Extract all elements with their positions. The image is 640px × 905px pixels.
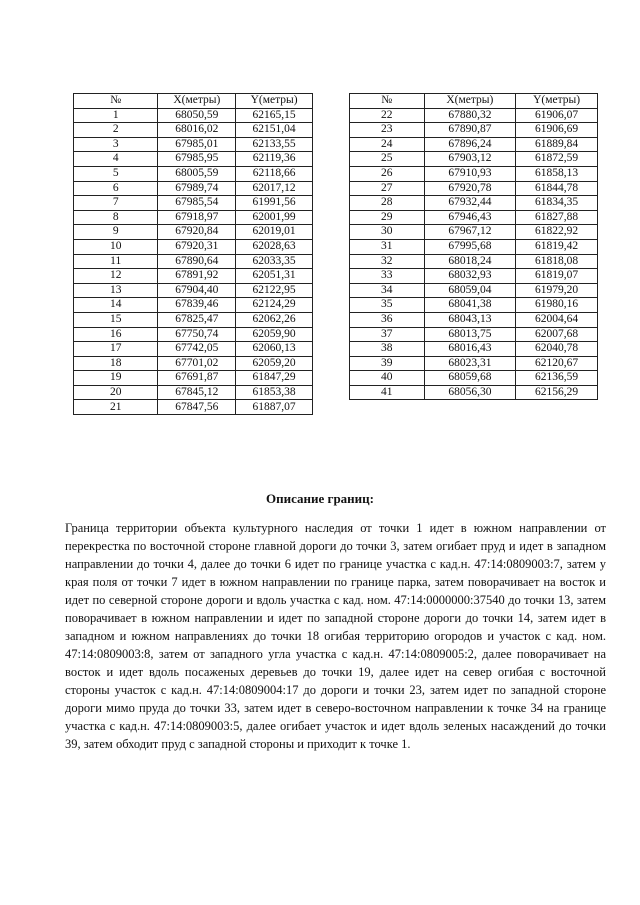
coord-y: 62019,01 bbox=[236, 225, 313, 240]
point-number: 28 bbox=[350, 196, 425, 211]
coord-x: 67890,87 bbox=[424, 123, 516, 138]
coord-x: 67989,74 bbox=[158, 181, 236, 196]
coord-x: 67985,95 bbox=[158, 152, 236, 167]
coord-y: 62136,59 bbox=[516, 371, 598, 386]
coord-x: 67839,46 bbox=[158, 298, 236, 313]
header-x: X(метры) bbox=[158, 94, 236, 109]
point-number: 10 bbox=[74, 239, 158, 254]
coordinates-table-left bbox=[73, 93, 313, 415]
point-number: 8 bbox=[74, 210, 158, 225]
coord-x: 67847,56 bbox=[158, 400, 236, 415]
table-header-row bbox=[74, 94, 313, 109]
coord-y: 62007,68 bbox=[516, 327, 598, 342]
coord-x: 67920,31 bbox=[158, 239, 236, 254]
table-row bbox=[74, 181, 313, 196]
point-number: 14 bbox=[74, 298, 158, 313]
point-number: 32 bbox=[350, 254, 425, 269]
table-header-row bbox=[350, 94, 598, 109]
coord-y: 62156,29 bbox=[516, 385, 598, 400]
coord-y: 61834,35 bbox=[516, 196, 598, 211]
coord-x: 67701,02 bbox=[158, 356, 236, 371]
table-row bbox=[350, 327, 598, 342]
coord-y: 61906,69 bbox=[516, 123, 598, 138]
coord-y: 62119,36 bbox=[236, 152, 313, 167]
coord-y: 62028,63 bbox=[236, 239, 313, 254]
table-row bbox=[74, 239, 313, 254]
coord-y: 61818,08 bbox=[516, 254, 598, 269]
point-number: 37 bbox=[350, 327, 425, 342]
coord-x: 67750,74 bbox=[158, 327, 236, 342]
point-number: 4 bbox=[74, 152, 158, 167]
header-number: № bbox=[74, 94, 158, 109]
coord-x: 68016,02 bbox=[158, 123, 236, 138]
point-number: 35 bbox=[350, 298, 425, 313]
coord-y: 62122,95 bbox=[236, 283, 313, 298]
table-row bbox=[74, 400, 313, 415]
table-row bbox=[74, 108, 313, 123]
coord-y: 62051,31 bbox=[236, 269, 313, 284]
table-row bbox=[350, 342, 598, 357]
point-number: 16 bbox=[74, 327, 158, 342]
table-row bbox=[74, 210, 313, 225]
point-number: 23 bbox=[350, 123, 425, 138]
description-title: Описание границ: bbox=[266, 491, 374, 506]
coord-y: 61827,88 bbox=[516, 210, 598, 225]
coord-y: 61872,59 bbox=[516, 152, 598, 167]
coord-x: 67920,78 bbox=[424, 181, 516, 196]
table-row bbox=[74, 356, 313, 371]
point-number: 12 bbox=[74, 269, 158, 284]
point-number: 31 bbox=[350, 239, 425, 254]
table-row bbox=[350, 196, 598, 211]
table-row bbox=[74, 123, 313, 138]
point-number: 1 bbox=[74, 108, 158, 123]
coord-y: 62133,55 bbox=[236, 137, 313, 152]
coord-y: 61847,29 bbox=[236, 371, 313, 386]
coord-x: 67985,54 bbox=[158, 196, 236, 211]
coordinates-table-right bbox=[349, 93, 598, 400]
header-y: Y(метры) bbox=[516, 94, 598, 109]
table-row bbox=[74, 283, 313, 298]
table-row bbox=[74, 225, 313, 240]
coord-x: 67880,32 bbox=[424, 108, 516, 123]
coord-x: 68056,30 bbox=[424, 385, 516, 400]
coord-y: 61991,56 bbox=[236, 196, 313, 211]
coord-y: 62004,64 bbox=[516, 312, 598, 327]
table-row bbox=[74, 254, 313, 269]
coord-y: 61979,20 bbox=[516, 283, 598, 298]
point-number: 33 bbox=[350, 269, 425, 284]
header-x: X(метры) bbox=[424, 94, 516, 109]
table-row bbox=[350, 385, 598, 400]
table-row bbox=[74, 327, 313, 342]
table-row bbox=[350, 210, 598, 225]
coord-y: 61844,78 bbox=[516, 181, 598, 196]
table-row bbox=[350, 225, 598, 240]
point-number: 11 bbox=[74, 254, 158, 269]
table-row bbox=[350, 166, 598, 181]
description-text: Граница территории объекта культурного наследия от точки 1 идет в южном направлении от перекрестка по восточной стороне главной дороги до точки 3, затем огибает пруд и идет в западном направлении до точки 4, далее до точки 6 идет по границе участка с кад.н. 47:14:0809003:7, затем у края поля от точки 7 идет в южном направлении по границе парка, затем поворачивает на восток и идет по северной стороне дороги и вдоль участка с кад. ном. 47:14:0000000:37540 до точки 13, затем поворачивает в южном направлении и идет по западной стороне дороги до точки 14, затем идет в западном и южном направлениях до точки 18 огибая территорию огородов и участок с кад. ном. 47:14:0809003:8, затем от западного угла участка с кад.н. 47:14:0809005:2, далее поворачивает на восток и идет вдоль посаженых деревьев до точки 19, далее идет на север огибая с восточной стороны участок с кад.н. 47:14:0809004:17 до дороги и точки 23, затем идет по западной стороне дороги мимо пруда до точки 33, затем идет в северо-восточном направлении к точке 34 на границе участка с кад.н. 47:14:0809003:5, далее огибает участок и идет вдоль зеленых насаждений до точки 39, затем обходит пруд с западной стороны и приходит к точке 1. bbox=[65, 521, 606, 751]
coord-y: 62040,78 bbox=[516, 342, 598, 357]
point-number: 18 bbox=[74, 356, 158, 371]
point-number: 21 bbox=[74, 400, 158, 415]
table-row bbox=[74, 269, 313, 284]
coord-x: 67946,43 bbox=[424, 210, 516, 225]
point-number: 40 bbox=[350, 371, 425, 386]
coord-x: 68013,75 bbox=[424, 327, 516, 342]
point-number: 7 bbox=[74, 196, 158, 211]
coord-y: 61906,07 bbox=[516, 108, 598, 123]
coord-y: 62124,29 bbox=[236, 298, 313, 313]
table-row bbox=[74, 166, 313, 181]
coord-x: 67825,47 bbox=[158, 312, 236, 327]
point-number: 9 bbox=[74, 225, 158, 240]
table-row bbox=[350, 152, 598, 167]
point-number: 29 bbox=[350, 210, 425, 225]
coord-x: 67932,44 bbox=[424, 196, 516, 211]
coord-y: 61819,42 bbox=[516, 239, 598, 254]
table-row bbox=[74, 298, 313, 313]
point-number: 39 bbox=[350, 356, 425, 371]
coord-x: 68023,31 bbox=[424, 356, 516, 371]
table-row bbox=[350, 356, 598, 371]
table-row bbox=[74, 152, 313, 167]
table-row bbox=[350, 239, 598, 254]
coord-y: 61887,07 bbox=[236, 400, 313, 415]
coord-y: 62033,35 bbox=[236, 254, 313, 269]
coord-x: 67910,93 bbox=[424, 166, 516, 181]
coord-x: 68005,59 bbox=[158, 166, 236, 181]
point-number: 25 bbox=[350, 152, 425, 167]
coord-x: 68041,38 bbox=[424, 298, 516, 313]
coord-x: 67920,84 bbox=[158, 225, 236, 240]
table-row bbox=[350, 123, 598, 138]
coord-y: 61853,38 bbox=[236, 385, 313, 400]
coord-x: 67896,24 bbox=[424, 137, 516, 152]
table-row bbox=[74, 371, 313, 386]
table-row bbox=[350, 254, 598, 269]
table-row bbox=[350, 312, 598, 327]
coord-x: 67995,68 bbox=[424, 239, 516, 254]
table-row bbox=[350, 108, 598, 123]
point-number: 38 bbox=[350, 342, 425, 357]
coord-x: 67890,64 bbox=[158, 254, 236, 269]
point-number: 24 bbox=[350, 137, 425, 152]
coord-y: 61889,84 bbox=[516, 137, 598, 152]
table-row bbox=[74, 196, 313, 211]
table-row bbox=[74, 342, 313, 357]
point-number: 15 bbox=[74, 312, 158, 327]
coord-y: 62151,04 bbox=[236, 123, 313, 138]
coord-y: 62120,67 bbox=[516, 356, 598, 371]
coord-x: 67918,97 bbox=[158, 210, 236, 225]
coord-x: 67985,01 bbox=[158, 137, 236, 152]
coord-y: 62059,20 bbox=[236, 356, 313, 371]
coord-y: 62062,26 bbox=[236, 312, 313, 327]
point-number: 26 bbox=[350, 166, 425, 181]
coord-y: 61858,13 bbox=[516, 166, 598, 181]
point-number: 34 bbox=[350, 283, 425, 298]
coord-y: 61819,07 bbox=[516, 269, 598, 284]
coord-y: 62165,15 bbox=[236, 108, 313, 123]
coord-x: 68043,13 bbox=[424, 312, 516, 327]
point-number: 3 bbox=[74, 137, 158, 152]
point-number: 2 bbox=[74, 123, 158, 138]
coord-x: 68032,93 bbox=[424, 269, 516, 284]
coord-x: 68016,43 bbox=[424, 342, 516, 357]
coord-y: 62059,90 bbox=[236, 327, 313, 342]
coord-x: 67691,87 bbox=[158, 371, 236, 386]
coord-y: 61822,92 bbox=[516, 225, 598, 240]
coord-x: 68050,59 bbox=[158, 108, 236, 123]
coord-y: 62060,13 bbox=[236, 342, 313, 357]
table-row bbox=[350, 283, 598, 298]
table-row bbox=[350, 298, 598, 313]
table-row bbox=[74, 385, 313, 400]
coord-x: 67845,12 bbox=[158, 385, 236, 400]
table-row bbox=[74, 137, 313, 152]
coord-y: 61980,16 bbox=[516, 298, 598, 313]
coord-x: 68018,24 bbox=[424, 254, 516, 269]
point-number: 19 bbox=[74, 371, 158, 386]
point-number: 5 bbox=[74, 166, 158, 181]
point-number: 36 bbox=[350, 312, 425, 327]
header-number: № bbox=[350, 94, 425, 109]
coord-x: 67904,40 bbox=[158, 283, 236, 298]
coord-y: 62118,66 bbox=[236, 166, 313, 181]
table-row bbox=[350, 371, 598, 386]
point-number: 13 bbox=[74, 283, 158, 298]
point-number: 41 bbox=[350, 385, 425, 400]
coord-x: 68059,04 bbox=[424, 283, 516, 298]
point-number: 6 bbox=[74, 181, 158, 196]
point-number: 27 bbox=[350, 181, 425, 196]
coord-x: 67967,12 bbox=[424, 225, 516, 240]
coord-y: 62001,99 bbox=[236, 210, 313, 225]
coord-x: 68059,68 bbox=[424, 371, 516, 386]
point-number: 20 bbox=[74, 385, 158, 400]
table-row bbox=[350, 137, 598, 152]
table-row bbox=[350, 181, 598, 196]
point-number: 22 bbox=[350, 108, 425, 123]
point-number: 17 bbox=[74, 342, 158, 357]
point-number: 30 bbox=[350, 225, 425, 240]
coord-x: 67742,05 bbox=[158, 342, 236, 357]
coord-y: 62017,12 bbox=[236, 181, 313, 196]
header-y: Y(метры) bbox=[236, 94, 313, 109]
table-row bbox=[74, 312, 313, 327]
coord-x: 67903,12 bbox=[424, 152, 516, 167]
table-row bbox=[350, 269, 598, 284]
coord-x: 67891,92 bbox=[158, 269, 236, 284]
